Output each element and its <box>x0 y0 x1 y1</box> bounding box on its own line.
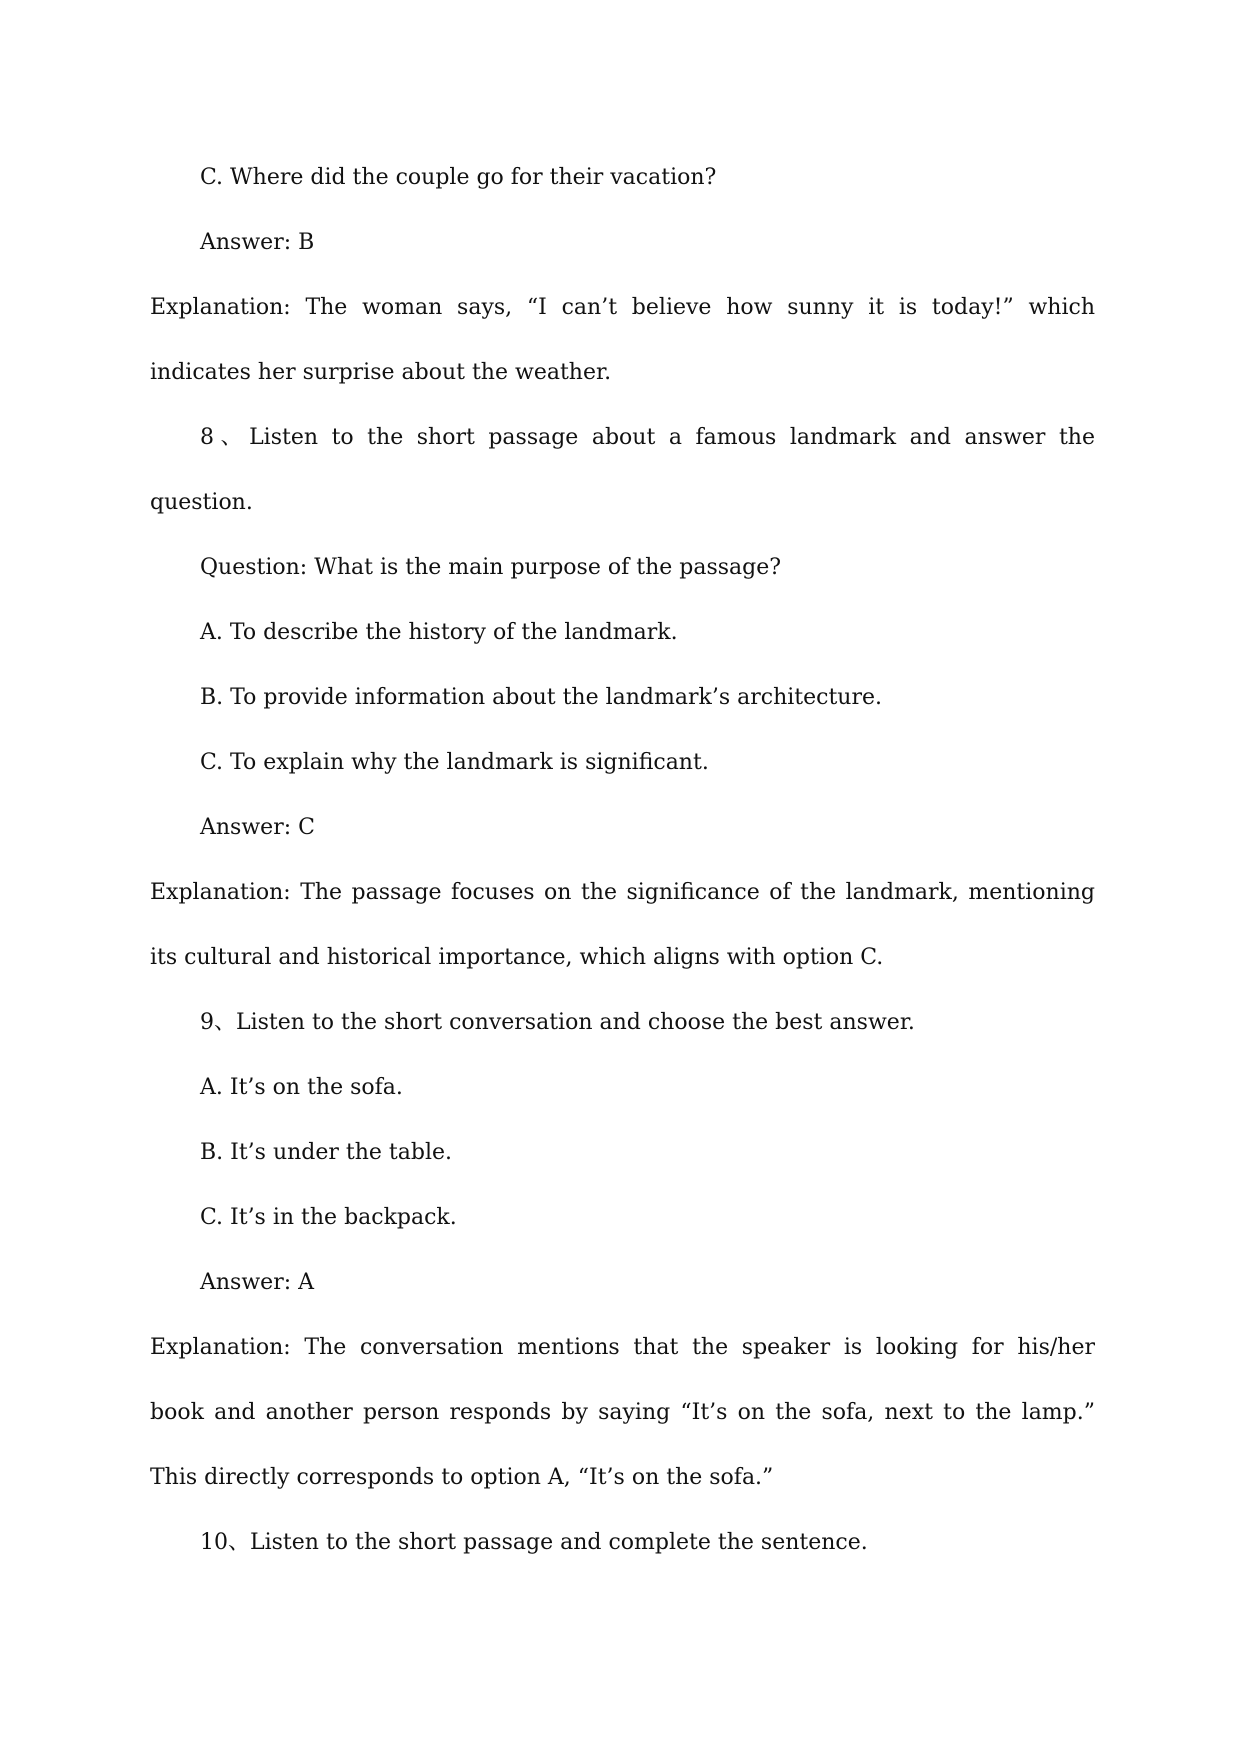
explanation-continuation-line: This directly corresponds to option A, “It’s on the sofa.” <box>150 1465 774 1490</box>
option-a-line: A. It’s on the sofa. <box>200 1075 403 1100</box>
option-b-line: B. It’s under the table. <box>200 1140 453 1165</box>
option-a-line: A. To describe the history of the landmark. <box>200 620 678 645</box>
explanation-line: Explanation: The woman says, “I can’t believe how sunny it is today!” which <box>150 295 1095 320</box>
explanation-continuation-line: its cultural and historical importance, which aligns with option C. <box>150 945 884 970</box>
explanation-continuation-line: indicates her surprise about the weather. <box>150 360 612 385</box>
option-b-line: B. To provide information about the landmark’s architecture. <box>200 685 882 710</box>
document-body <box>150 145 1095 1575</box>
explanation-line: Explanation: The conversation mentions that the speaker is looking for his/her <box>150 1335 1095 1360</box>
question-8-line: 8、Listen to the short passage about a famous landmark and answer the <box>200 425 1095 450</box>
option-c-line: C. Where did the couple go for their vacation? <box>200 165 717 190</box>
question-8-continuation-line: question. <box>150 490 253 515</box>
question-prompt-line: Question: What is the main purpose of the passage? <box>200 555 782 580</box>
explanation-line: Explanation: The passage focuses on the significance of the landmark, mentioning <box>150 880 1095 905</box>
explanation-continuation-line: book and another person responds by saying “It’s on the sofa, next to the lamp.” <box>150 1400 1095 1425</box>
question-9-line: 9、Listen to the short conversation and choose the best answer. <box>200 1010 915 1035</box>
answer-line: Answer: C <box>200 815 315 840</box>
question-10-line: 10、Listen to the short passage and complete the sentence. <box>200 1530 868 1555</box>
answer-line: Answer: B <box>200 230 315 255</box>
answer-line: Answer: A <box>200 1270 315 1295</box>
option-c-line: C. To explain why the landmark is significant. <box>200 750 709 775</box>
option-c-line: C. It’s in the backpack. <box>200 1205 457 1230</box>
